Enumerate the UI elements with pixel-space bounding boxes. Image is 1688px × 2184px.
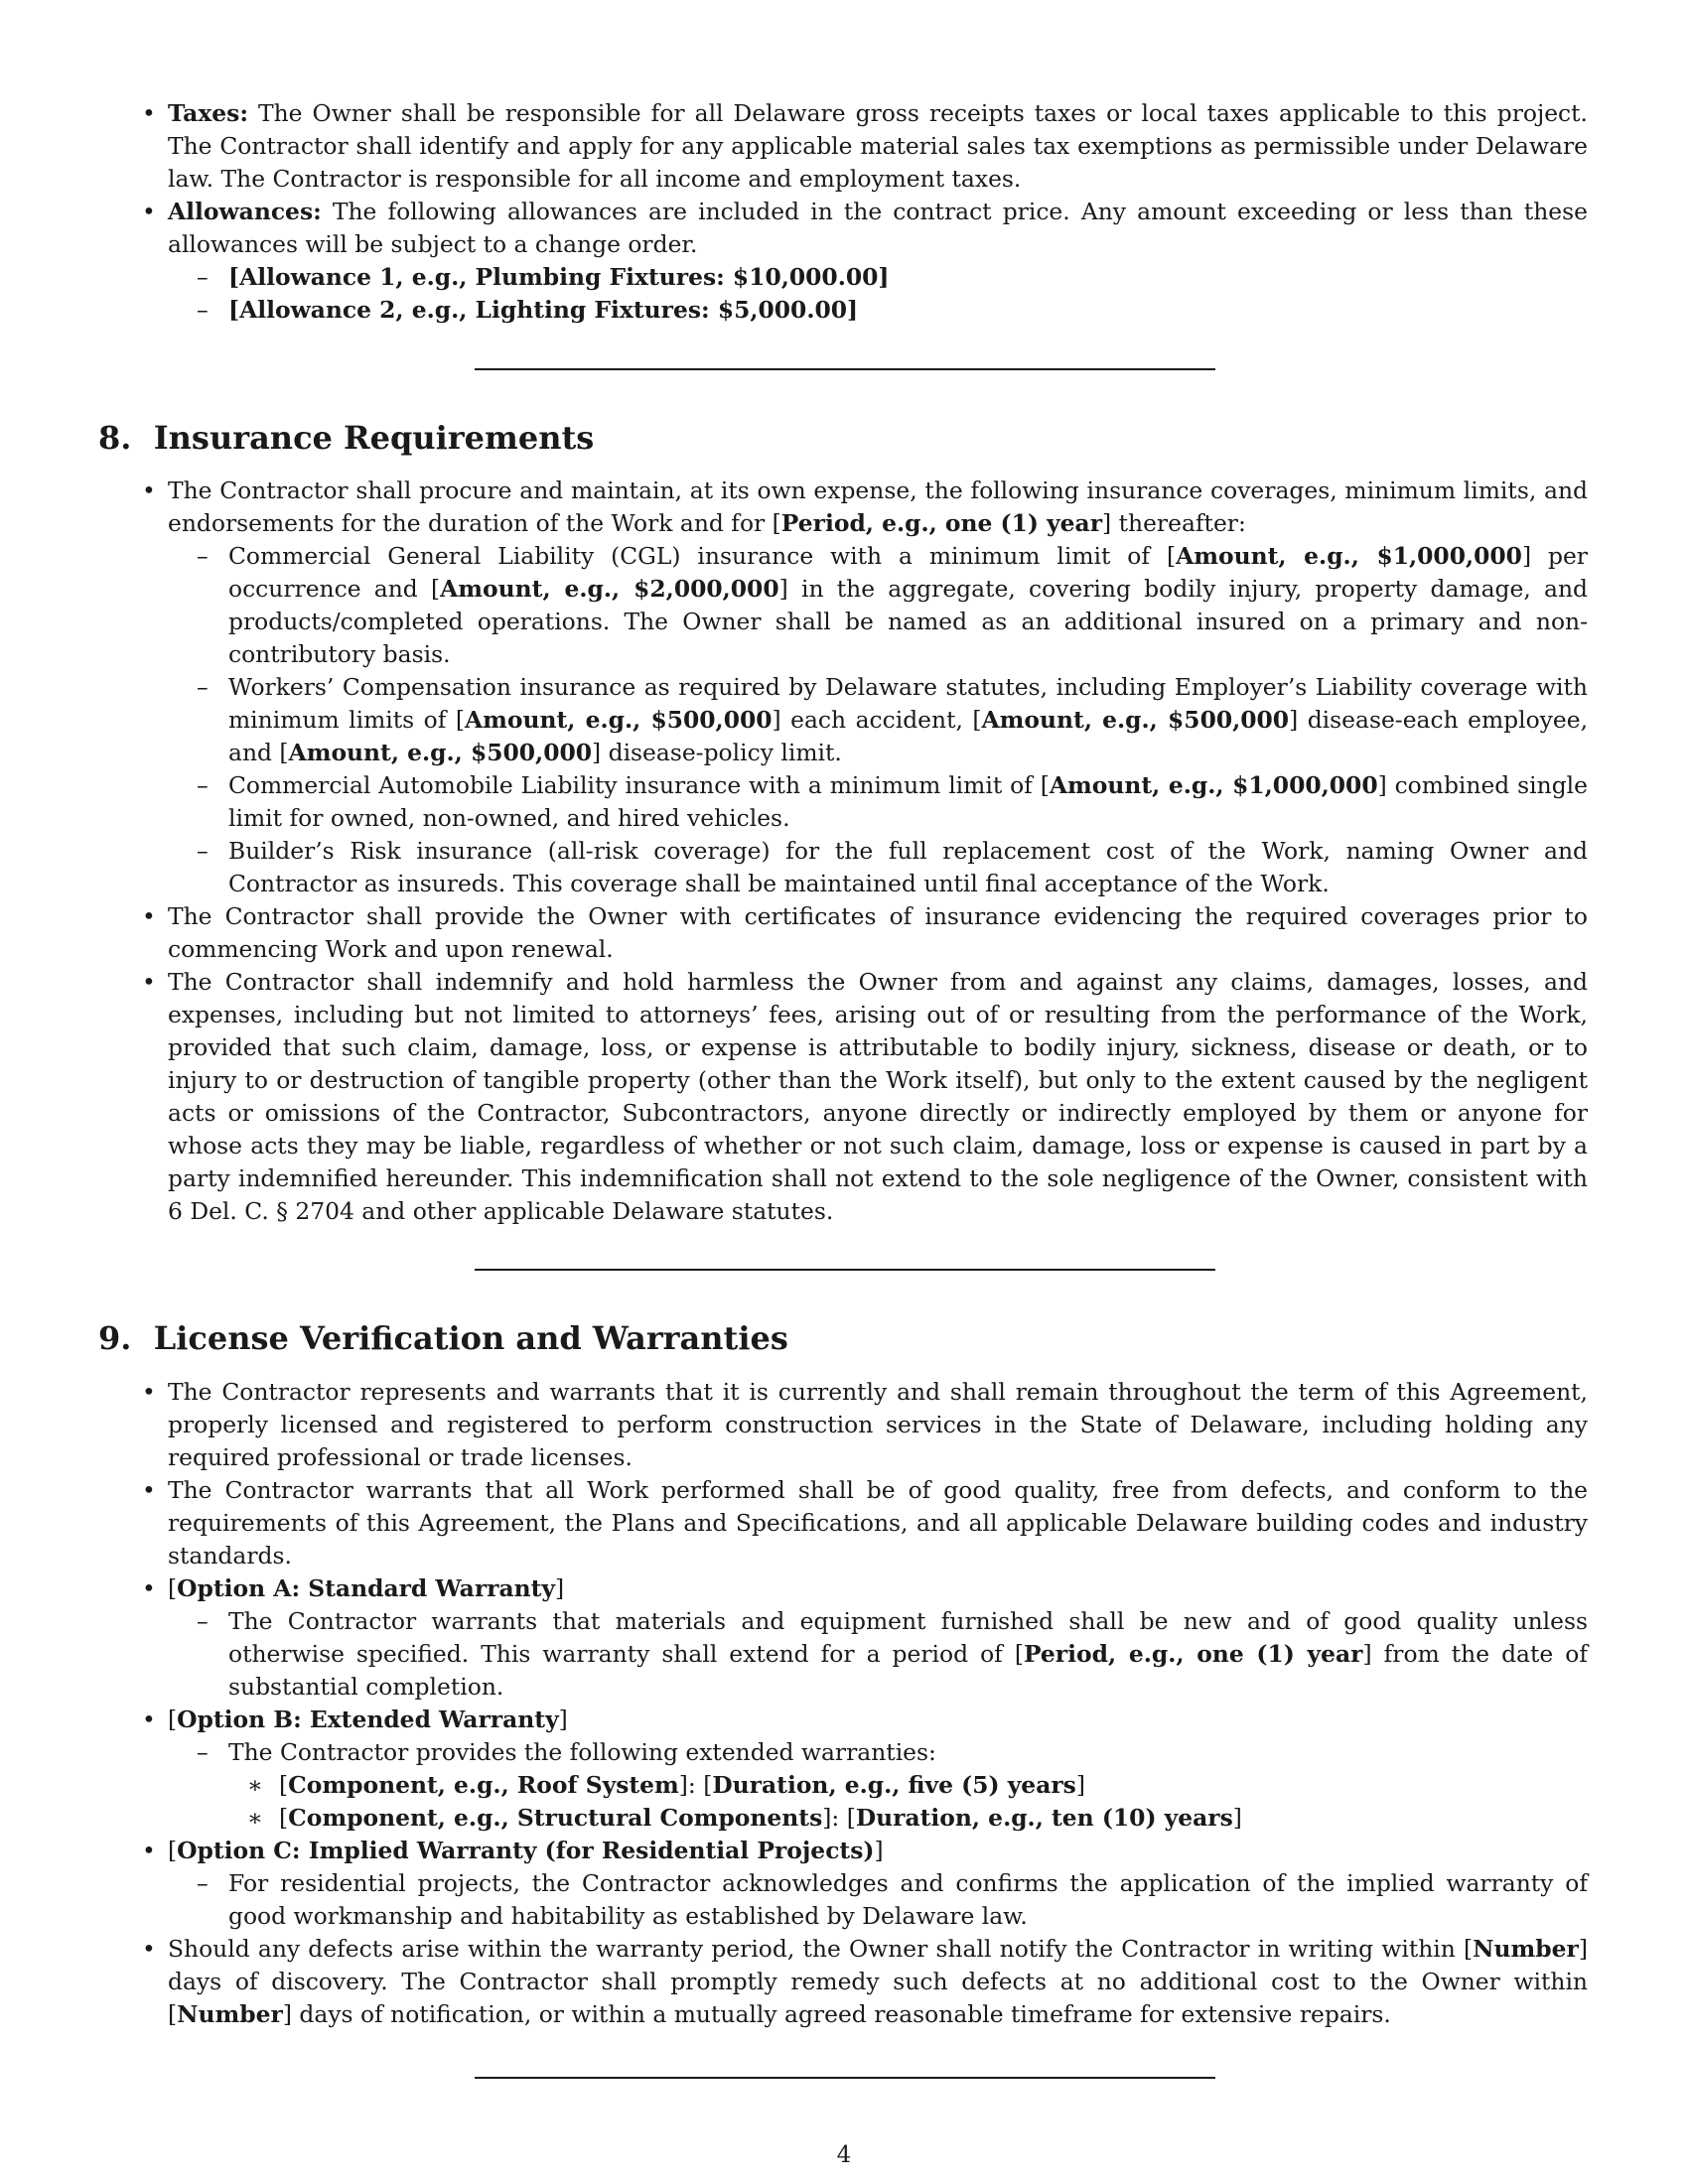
placeholder-field: Amount, e.g., $500,000 bbox=[981, 706, 1290, 734]
bullet-icon: • bbox=[142, 1706, 156, 1733]
text-run: The Contractor shall provide the Owner with certificates of insurance evidencing the required coverages prior to commencing Work and upon renewal. bbox=[168, 902, 1588, 963]
dash-icon: – bbox=[197, 673, 209, 701]
item-text: The following allowances are included in the contract price. Any amount exceeding or less than these allowances will be subject to a change order. bbox=[168, 198, 1588, 258]
list-item-option-a: • [Option A: Standard Warranty] bbox=[168, 1572, 1588, 1605]
list-item-taxes bbox=[142, 97, 1588, 196]
item-text: The Owner shall be responsible for all Delaware gross receipts taxes or local taxes applicable to this project. The Contractor shall identify and apply for any applicable material sales tax exemptions as permissible under Delaware law. The Contractor is responsible for all income and employment taxes. bbox=[168, 99, 1588, 193]
text-run: The Contractor warrants that all Work performed shall be of good quality, free from defects, and conform to the requirements of this Agreement, the Plans and Specifications, and all applicable Delaware building codes and industry standards. bbox=[168, 1476, 1588, 1570]
placeholder-field: Duration, e.g., ten (10) years bbox=[855, 1804, 1233, 1832]
text-run: Builder’s Risk insurance (all-risk coverage) for the full replacement cost of the Work, naming Owner and Contractor as insureds. This coverage shall be maintained until final acceptance of the Work. bbox=[228, 837, 1588, 897]
continuation-list bbox=[142, 97, 1588, 327]
item-title: Taxes: bbox=[168, 99, 248, 127]
text-run: The Contractor warrants that materials and equipment furnished shall be new and of good quality unless otherwise specified. This warranty shall extend for a period of [ bbox=[228, 1607, 1588, 1668]
placeholder-field: Amount, e.g., $500,000 bbox=[464, 706, 773, 734]
bullet-icon: • bbox=[142, 968, 156, 996]
horizontal-rule bbox=[475, 1269, 1215, 1271]
text-run: ] disease-policy limit. bbox=[592, 739, 842, 766]
text-run: The Contractor provides the following extended warranties: bbox=[228, 1738, 936, 1766]
placeholder-field: Number bbox=[1473, 1935, 1579, 1963]
placeholder-field: Amount, e.g., $1,000,000 bbox=[1049, 771, 1378, 799]
option-b-detail bbox=[197, 1736, 1588, 1769]
asterisk-icon: ∗ bbox=[247, 1771, 263, 1799]
page-number: 4 bbox=[836, 2142, 852, 2168]
text-run: ] days of notification, or within a mutually agreed reasonable timeframe for extensive repairs. bbox=[282, 2000, 1391, 2028]
bullet-icon: • bbox=[142, 198, 156, 225]
warranty-component: ∗ [Component, e.g., Roof System]: [Duration, e.g., five (5) years] bbox=[279, 1769, 1588, 1802]
bullet-icon: • bbox=[142, 1837, 156, 1864]
section-8-heading bbox=[98, 418, 594, 458]
dash-icon: – bbox=[197, 1607, 209, 1635]
section-9-heading bbox=[98, 1318, 788, 1358]
insurance-cgl bbox=[197, 540, 1588, 671]
list-item-insurance-intro bbox=[142, 475, 1588, 540]
section-number: 9. bbox=[98, 1319, 132, 1357]
bullet-icon: • bbox=[142, 902, 156, 930]
dash-icon: – bbox=[197, 1869, 209, 1897]
allowance-text: [Allowance 1, e.g., Plumbing Fixtures: $10,000.00] bbox=[228, 263, 890, 291]
bullet-icon: • bbox=[142, 99, 156, 127]
section-title: Insurance Requirements bbox=[153, 419, 595, 457]
list-item-allowances bbox=[142, 196, 1588, 261]
option-title: Option C: Implied Warranty (for Residential Projects) bbox=[177, 1837, 875, 1864]
text-run: Should any defects arise within the warranty period, the Owner shall notify the Contractor in writing within [ bbox=[168, 1935, 1474, 1963]
text-run: The Contractor shall indemnify and hold harmless the Owner from and against any claims, damages, losses, and expenses, including but not limited to attorneys’ fees, arising out of or resulting from the performance of the Work, provided that such claim, damage, loss, or expense is attributable to bodily injury, sickness, disease or death, or to injury to or destruction of tangible property (other than the Work itself), but only to the extent caused by the negligent acts or omissions of the Contractor, Subcontractors, anyone directly or indirectly employed by them or anyone for whose acts they may be liable, regardless of whether or not such claim, damage, loss or expense is caused in part by a party indemnified hereunder. This indemnification shall not extend to the sole negligence of the Owner, consistent with 6 Del. C. § 2704 and other applicable Delaware statutes. bbox=[168, 968, 1588, 1225]
item-title: Allowances: bbox=[168, 198, 322, 225]
placeholder-field: Period, e.g., one (1) year bbox=[1023, 1640, 1363, 1668]
text-run: The Contractor shall procure and maintain, at its own expense, the following insurance coverages, minimum limits, and endorsements for the duration of the Work and for [ bbox=[168, 477, 1588, 537]
option-title: Option A: Standard Warranty bbox=[177, 1574, 556, 1602]
text-run: ] thereafter: bbox=[1102, 509, 1246, 537]
dash-icon: – bbox=[197, 263, 209, 291]
bullet-icon: • bbox=[142, 1378, 156, 1406]
text-run: The Contractor represents and warrants that it is currently and shall remain throughout the term of this Agreement, properly licensed and registered to perform construction services in the State of Delaware, including holding any required professional or trade licenses. bbox=[168, 1378, 1588, 1471]
option-title: Option B: Extended Warranty bbox=[177, 1706, 559, 1733]
list-item-option-c: • [Option C: Implied Warranty (for Residential Projects)] bbox=[168, 1835, 1588, 1867]
section-8-body bbox=[142, 475, 1589, 1228]
text-run: ] each accident, [ bbox=[772, 706, 982, 734]
dash-icon: – bbox=[197, 771, 209, 799]
option-a-detail bbox=[197, 1605, 1588, 1704]
text-run: ] in the aggregate, covering bodily injury, property damage, and products/completed operations. The Owner shall be named as an additional insured on a primary and non-contributory basis. bbox=[228, 575, 1588, 668]
section-title: License Verification and Warranties bbox=[153, 1319, 788, 1357]
list-item-indemnification bbox=[142, 966, 1588, 1228]
placeholder-field: Amount, e.g., $1,000,000 bbox=[1176, 542, 1522, 570]
placeholder-field: Period, e.g., one (1) year bbox=[780, 509, 1103, 537]
placeholder-field: Component, e.g., Roof System bbox=[288, 1771, 679, 1799]
section-9-body bbox=[142, 1376, 1588, 2031]
horizontal-rule bbox=[475, 2077, 1215, 2079]
text-run: Commercial Automobile Liability insurance with a minimum limit of [ bbox=[228, 771, 1050, 799]
horizontal-rule bbox=[475, 368, 1215, 370]
insurance-auto bbox=[197, 769, 1588, 835]
list-item-defects bbox=[142, 1933, 1588, 2031]
dash-icon: – bbox=[197, 296, 209, 324]
insurance-builders-risk bbox=[197, 835, 1588, 900]
list-item-license bbox=[142, 1376, 1588, 1474]
bullet-icon: • bbox=[142, 1574, 156, 1602]
text-run: For residential projects, the Contractor acknowledges and confirms the application of the implied warranty of good workmanship and habitability as established by Delaware law. bbox=[228, 1869, 1588, 1930]
insurance-workers-comp bbox=[197, 671, 1589, 769]
text-run: ] per occurrence and [ bbox=[228, 542, 1588, 603]
warranty-component: ∗ [Component, e.g., Structural Components]: [Duration, e.g., ten (10) years] bbox=[279, 1802, 1588, 1835]
text-run: ] combined single limit for owned, non-owned, and hired vehicles. bbox=[228, 771, 1588, 832]
text-run: Workers’ Compensation insurance as required by Delaware statutes, including Employer’s Liability coverage with minimum limits of [ bbox=[228, 673, 1588, 734]
bullet-icon: • bbox=[142, 1476, 156, 1504]
dash-icon: – bbox=[197, 837, 209, 865]
text-run: ] days of discovery. The Contractor shall promptly remedy such defects at no additional cost to the Owner within [ bbox=[168, 1935, 1588, 2028]
allowance-item bbox=[197, 294, 1588, 327]
text-run: Commercial General Liability (CGL) insurance with a minimum limit of [ bbox=[228, 542, 1177, 570]
list-item-option-b: • [Option B: Extended Warranty] bbox=[168, 1704, 1588, 1736]
allowance-text: [Allowance 2, e.g., Lighting Fixtures: $5,000.00] bbox=[228, 296, 859, 324]
allowance-item bbox=[197, 261, 1588, 294]
section-number: 8. bbox=[98, 419, 132, 457]
option-c-detail bbox=[197, 1867, 1588, 1933]
list-item-quality bbox=[142, 1474, 1588, 1572]
list-item-certificates bbox=[142, 900, 1588, 966]
dash-icon: – bbox=[197, 542, 209, 570]
text-run: ] from the date of substantial completion. bbox=[228, 1640, 1588, 1701]
placeholder-field: Number bbox=[177, 2000, 283, 2028]
placeholder-field: Amount, e.g., $2,000,000 bbox=[440, 575, 779, 603]
asterisk-icon: ∗ bbox=[247, 1804, 263, 1832]
bullet-icon: • bbox=[142, 477, 156, 504]
placeholder-field: Amount, e.g., $500,000 bbox=[288, 739, 593, 766]
dash-icon: – bbox=[197, 1738, 209, 1766]
placeholder-field: Duration, e.g., five (5) years bbox=[712, 1771, 1076, 1799]
text-run: ] disease-each employee, and [ bbox=[228, 706, 1589, 766]
bullet-icon: • bbox=[142, 1935, 156, 1963]
placeholder-field: Component, e.g., Structural Components bbox=[288, 1804, 823, 1832]
